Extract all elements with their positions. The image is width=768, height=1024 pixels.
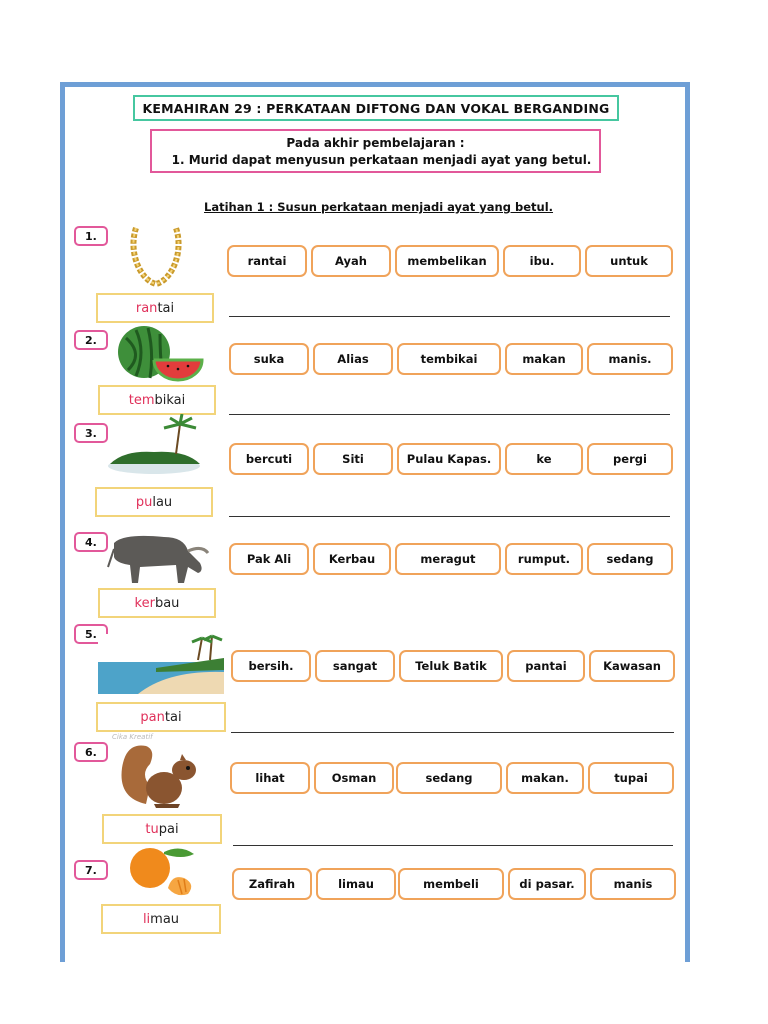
item-number-4: 4. xyxy=(74,532,108,552)
word-card[interactable]: makan. xyxy=(506,762,584,794)
word-row-5 xyxy=(231,650,675,682)
watermelon-image xyxy=(116,324,204,382)
word-label-4: ker bau xyxy=(98,588,216,618)
buffalo-image xyxy=(104,527,210,585)
answer-line-3[interactable] xyxy=(229,516,670,517)
island-image xyxy=(104,414,204,476)
word-card[interactable]: Siti xyxy=(313,443,393,475)
word-card[interactable]: pergi xyxy=(587,443,673,475)
word-label-5: pan tai xyxy=(96,702,226,732)
word-card[interactable]: Pak Ali xyxy=(229,543,309,575)
word-card[interactable]: Pulau Kapas. xyxy=(397,443,501,475)
objective-text: 1. Murid dapat menyusun perkataan menjadi ayat yang betul. xyxy=(171,153,592,167)
word-card[interactable]: membelikan xyxy=(395,245,499,277)
word-card[interactable]: ke xyxy=(505,443,583,475)
word-card[interactable]: di pasar. xyxy=(508,868,586,900)
item-number-1: 1. xyxy=(74,226,108,246)
word-card[interactable]: manis. xyxy=(587,343,673,375)
word-card[interactable]: Kerbau xyxy=(313,543,391,575)
objective-heading: Pada akhir pembelajaran : xyxy=(286,136,465,150)
beach-image xyxy=(98,634,224,694)
word-card[interactable]: rumput. xyxy=(505,543,583,575)
learning-objective-box xyxy=(150,129,601,173)
word-label-2: tem bikai xyxy=(98,385,216,415)
word-card[interactable]: ibu. xyxy=(503,245,581,277)
word-card[interactable]: makan xyxy=(505,343,583,375)
squirrel-image xyxy=(116,738,202,812)
word-card[interactable]: lihat xyxy=(230,762,310,794)
word-row-7 xyxy=(232,868,676,900)
word-label-7: li mau xyxy=(101,904,221,934)
word-card[interactable]: meragut xyxy=(395,543,501,575)
word-card[interactable]: untuk xyxy=(585,245,673,277)
word-row-2 xyxy=(229,343,673,375)
word-card[interactable]: membeli xyxy=(398,868,504,900)
answer-line-2[interactable] xyxy=(229,414,670,415)
answer-line-6[interactable] xyxy=(233,845,673,846)
watermark-text: Cika Kreatif xyxy=(112,733,153,741)
word-card[interactable]: suka xyxy=(229,343,309,375)
word-row-1 xyxy=(227,245,673,277)
word-row-3 xyxy=(229,443,673,475)
word-card[interactable]: pantai xyxy=(507,650,585,682)
word-row-6 xyxy=(230,762,674,794)
item-number-2: 2. xyxy=(74,330,108,350)
word-card[interactable]: sangat xyxy=(315,650,395,682)
word-card[interactable]: Teluk Batik xyxy=(399,650,503,682)
word-card[interactable]: rantai xyxy=(227,245,307,277)
word-card[interactable]: bersih. xyxy=(231,650,311,682)
word-card[interactable]: bercuti xyxy=(229,443,309,475)
word-card[interactable]: Kawasan xyxy=(589,650,675,682)
word-card[interactable]: manis xyxy=(590,868,676,900)
exercise-instruction: Latihan 1 : Susun perkataan menjadi ayat yang betul. xyxy=(204,200,554,214)
tangerine-image xyxy=(124,844,204,898)
word-row-4 xyxy=(229,543,673,575)
word-card[interactable]: tupai xyxy=(588,762,674,794)
item-number-3: 3. xyxy=(74,423,108,443)
word-card[interactable]: Zafirah xyxy=(232,868,312,900)
word-label-6: tu pai xyxy=(102,814,222,844)
item-number-7: 7. xyxy=(74,860,108,880)
answer-line-1[interactable] xyxy=(229,316,670,317)
word-card[interactable]: sedang xyxy=(587,543,673,575)
word-card[interactable]: Osman xyxy=(314,762,394,794)
word-card[interactable]: limau xyxy=(316,868,396,900)
worksheet-title: KEMAHIRAN 29 : PERKATAAN DIFTONG DAN VOKAL BERGANDING xyxy=(133,95,619,121)
word-label-3: pu lau xyxy=(95,487,213,517)
item-number-6: 6. xyxy=(74,742,108,762)
gold-chain-image xyxy=(124,222,188,288)
word-label-1: ran tai xyxy=(96,293,214,323)
word-card[interactable]: sedang xyxy=(396,762,502,794)
answer-line-5[interactable] xyxy=(231,732,674,733)
word-card[interactable]: Alias xyxy=(313,343,393,375)
word-card[interactable]: Ayah xyxy=(311,245,391,277)
item-number-5: 5. xyxy=(74,624,108,644)
word-card[interactable]: tembikai xyxy=(397,343,501,375)
